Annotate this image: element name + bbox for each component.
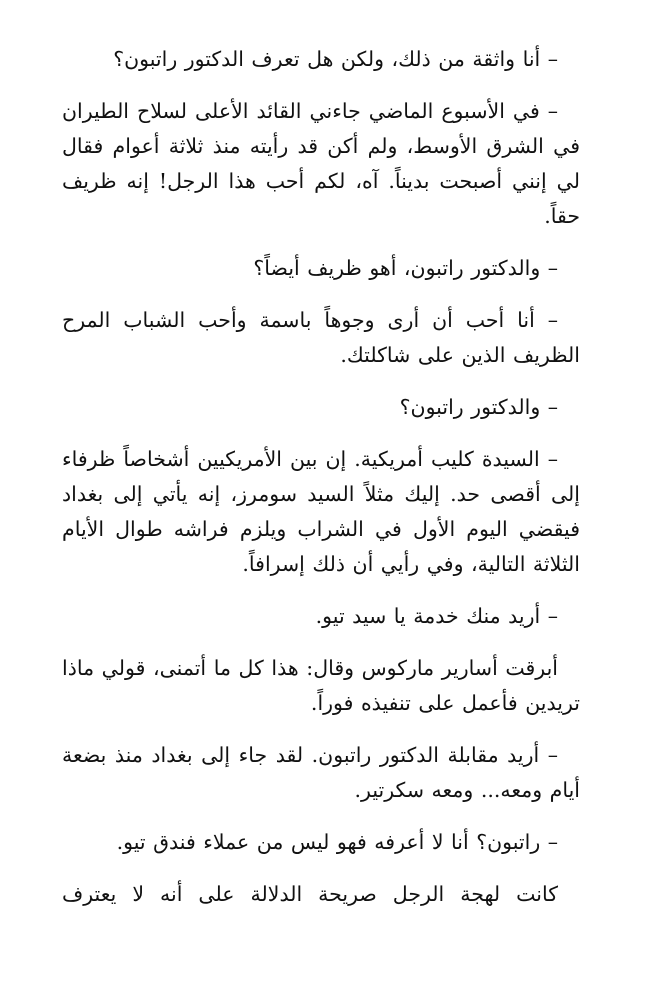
paragraph-5: – والدكتور راتبون؟ bbox=[399, 395, 558, 419]
paragraph-1: – أنا واثقة من ذلك، ولكن هل تعرف الدكتور راتبون؟ bbox=[113, 47, 558, 71]
paragraph-3: – والدكتور راتبون، أهو ظريف أيضاً؟ bbox=[253, 256, 558, 280]
paragraph-8: أبرقت أسارير ماركوس وقال: هذا كل ما أتمنى، قولي ماذا تريدين فأعمل على تنفيذه فوراً. bbox=[62, 656, 580, 715]
paragraph-4: – أنا أحب أن أرى وجوهاً باسمة وأحب الشباب المرح الظريف الذين على شاكلتك. bbox=[62, 308, 580, 367]
paragraph-2: – في الأسبوع الماضي جاءني القائد الأعلى لسلاح الطيران في الشرق الأوسط، ولم أكن قد رأيته منذ ثلاثة أعوام فقال لي إنني أصبحت بديناً. آه، لكم أحب هذا الرجل! إنه ظريف حقاً. bbox=[62, 99, 580, 228]
paragraph-9: – أريد مقابلة الدكتور راتبون. لقد جاء إلى بغداد منذ بضعة أيام ومعه... ومعه سكرتير. bbox=[62, 743, 580, 802]
paragraph-11-continued: كانت لهجة الرجل صريحة الدلالة على أنه لا يعترف bbox=[62, 882, 558, 906]
paragraph-7: – أريد منك خدمة يا سيد تيو. bbox=[315, 604, 558, 628]
book-page bbox=[62, 42, 580, 912]
paragraph-10: – راتبون؟ أنا لا أعرفه فهو ليس من عملاء فندق تيو. bbox=[116, 830, 558, 854]
paragraph-6: – السيدة كليب أمريكية. إن بين الأمريكيين أشخاصاً ظرفاء إلى أقصى حد. إليك مثلاً السيد سومرز، إنه يأتي إلى بغداد فيقضي اليوم الأول في الشراب ويلزم فراشه طوال الأيام الثلاثة التالية، وفي رأيي أن ذلك إسرافاً. bbox=[62, 447, 580, 576]
